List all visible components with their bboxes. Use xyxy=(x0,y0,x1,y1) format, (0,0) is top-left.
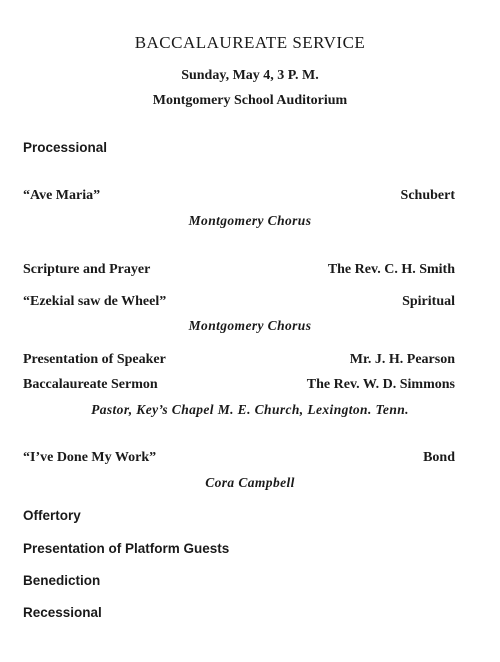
item-officiant: The Rev. C. H. Smith xyxy=(327,262,455,277)
item-presenter: Mr. J. H. Pearson xyxy=(349,352,455,367)
performer-line: Montgomery Chorus xyxy=(188,213,312,228)
item-label: Presentation of Platform Guests xyxy=(23,541,230,556)
service-date: Sunday, May 4, 3 P. M. xyxy=(181,68,319,83)
program-title: BACCALAUREATE SERVICE xyxy=(134,33,366,52)
soloist-line: Cora Campbell xyxy=(205,475,295,490)
item-speaker: The Rev. W. D. Simmons xyxy=(306,377,455,392)
speaker-affiliation: Pastor, Key’s Chapel M. E. Church, Lexington. Tenn. xyxy=(91,402,409,417)
item-label: Recessional xyxy=(23,605,102,620)
service-venue: Montgomery School Auditorium xyxy=(152,93,348,108)
item-label: Scripture and Prayer xyxy=(23,262,151,277)
performer-line: Montgomery Chorus xyxy=(188,318,312,333)
item-label: Benediction xyxy=(23,573,101,588)
item-label: “Ave Maria” xyxy=(23,188,101,203)
item-label: Baccalaureate Sermon xyxy=(23,377,158,392)
item-label: “Ezekial saw de Wheel” xyxy=(23,294,167,309)
item-composer: Spiritual xyxy=(402,294,455,309)
item-composer: Bond xyxy=(423,450,455,465)
item-label: Offertory xyxy=(23,508,81,523)
item-label: “I’ve Done My Work” xyxy=(23,450,157,465)
item-label: Presentation of Speaker xyxy=(23,352,166,367)
item-label: Processional xyxy=(23,140,108,155)
item-composer: Schubert xyxy=(400,188,455,203)
